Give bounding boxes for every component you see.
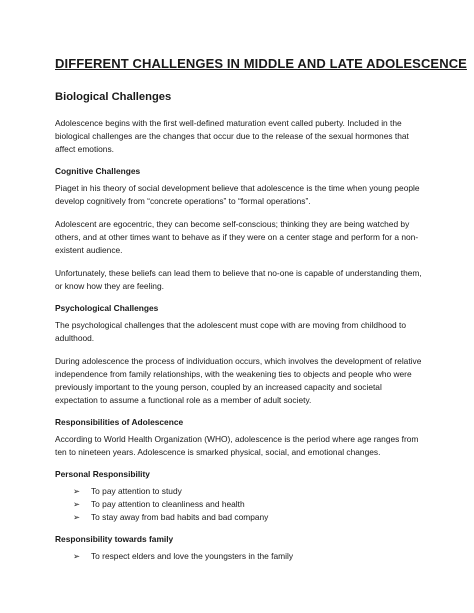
heading-responsibility-towards-family: Responsibility towards family (55, 534, 174, 544)
paragraph-cognitive-3: Unfortunately, these beliefs can lead them to believe that no-one is capable of understanding them, or know how they are feeling. (55, 268, 422, 291)
heading-cognitive-challenges: Cognitive Challenges (55, 166, 141, 176)
paragraph-psychological-1: The psychological challenges that the adolescent must cope with are moving from childhood to adulthood. (55, 320, 407, 343)
arrow-bullet-icon: ➢ (73, 551, 81, 561)
arrow-bullet-icon: ➢ (73, 499, 81, 509)
paragraph-biological: Adolescence begins with the first well-defined maturation event called puberty. Included in the biological challenges are the changes that occur due to the release of the sexual hormones that affect emotions. (55, 118, 409, 154)
personal-responsibility-list (55, 485, 424, 524)
list-item (73, 511, 424, 524)
arrow-bullet-icon: ➢ (73, 486, 81, 496)
list-item (73, 550, 424, 563)
paragraph-cognitive-2: Adolescent are egocentric, they can become self-conscious; thinking they are being watched by others, and at other times want to behave as if they were on a center stage and perform for a non-existent audience. (55, 219, 419, 255)
heading-personal-responsibility: Personal Responsibility (55, 469, 150, 479)
heading-biological-challenges: Biological Challenges (55, 91, 172, 103)
list-item (73, 498, 424, 511)
paragraph-responsibilities: According to World Health Organization (WHO), adolescence is the period where age ranges from ten to nineteen years. Adolescence is smarked physical, social, and emotional changes. (55, 434, 419, 457)
list-item-text: To pay attention to study (91, 486, 182, 496)
heading-psychological-challenges: Psychological Challenges (55, 303, 159, 313)
list-item-text: To pay attention to cleanliness and health (91, 499, 245, 509)
page-title: DIFFERENT CHALLENGES IN MIDDLE AND LATE ADOLESCENCE (55, 56, 467, 71)
list-item (73, 485, 424, 498)
family-responsibility-list (55, 550, 424, 563)
list-item-text: To stay away from bad habits and bad company (91, 512, 269, 522)
arrow-bullet-icon: ➢ (73, 512, 81, 522)
list-item-text: To respect elders and love the youngsters in the family (91, 551, 294, 561)
paragraph-psychological-2: During adolescence the process of individuation occurs, which involves the development of relative independence from family relationships, with the weakening ties to objects and people who were previously important to the young person, coupled by an increased capacity and societal expectation to assume a functional role as a member of adult society. (55, 356, 422, 405)
heading-responsibilities-of-adolescence: Responsibilities of Adolescence (55, 417, 184, 427)
paragraph-cognitive-1: Piaget in his theory of social development believe that adolescence is the time when young people develop cognitively from “concrete operations” to “formal operations”. (55, 183, 420, 206)
